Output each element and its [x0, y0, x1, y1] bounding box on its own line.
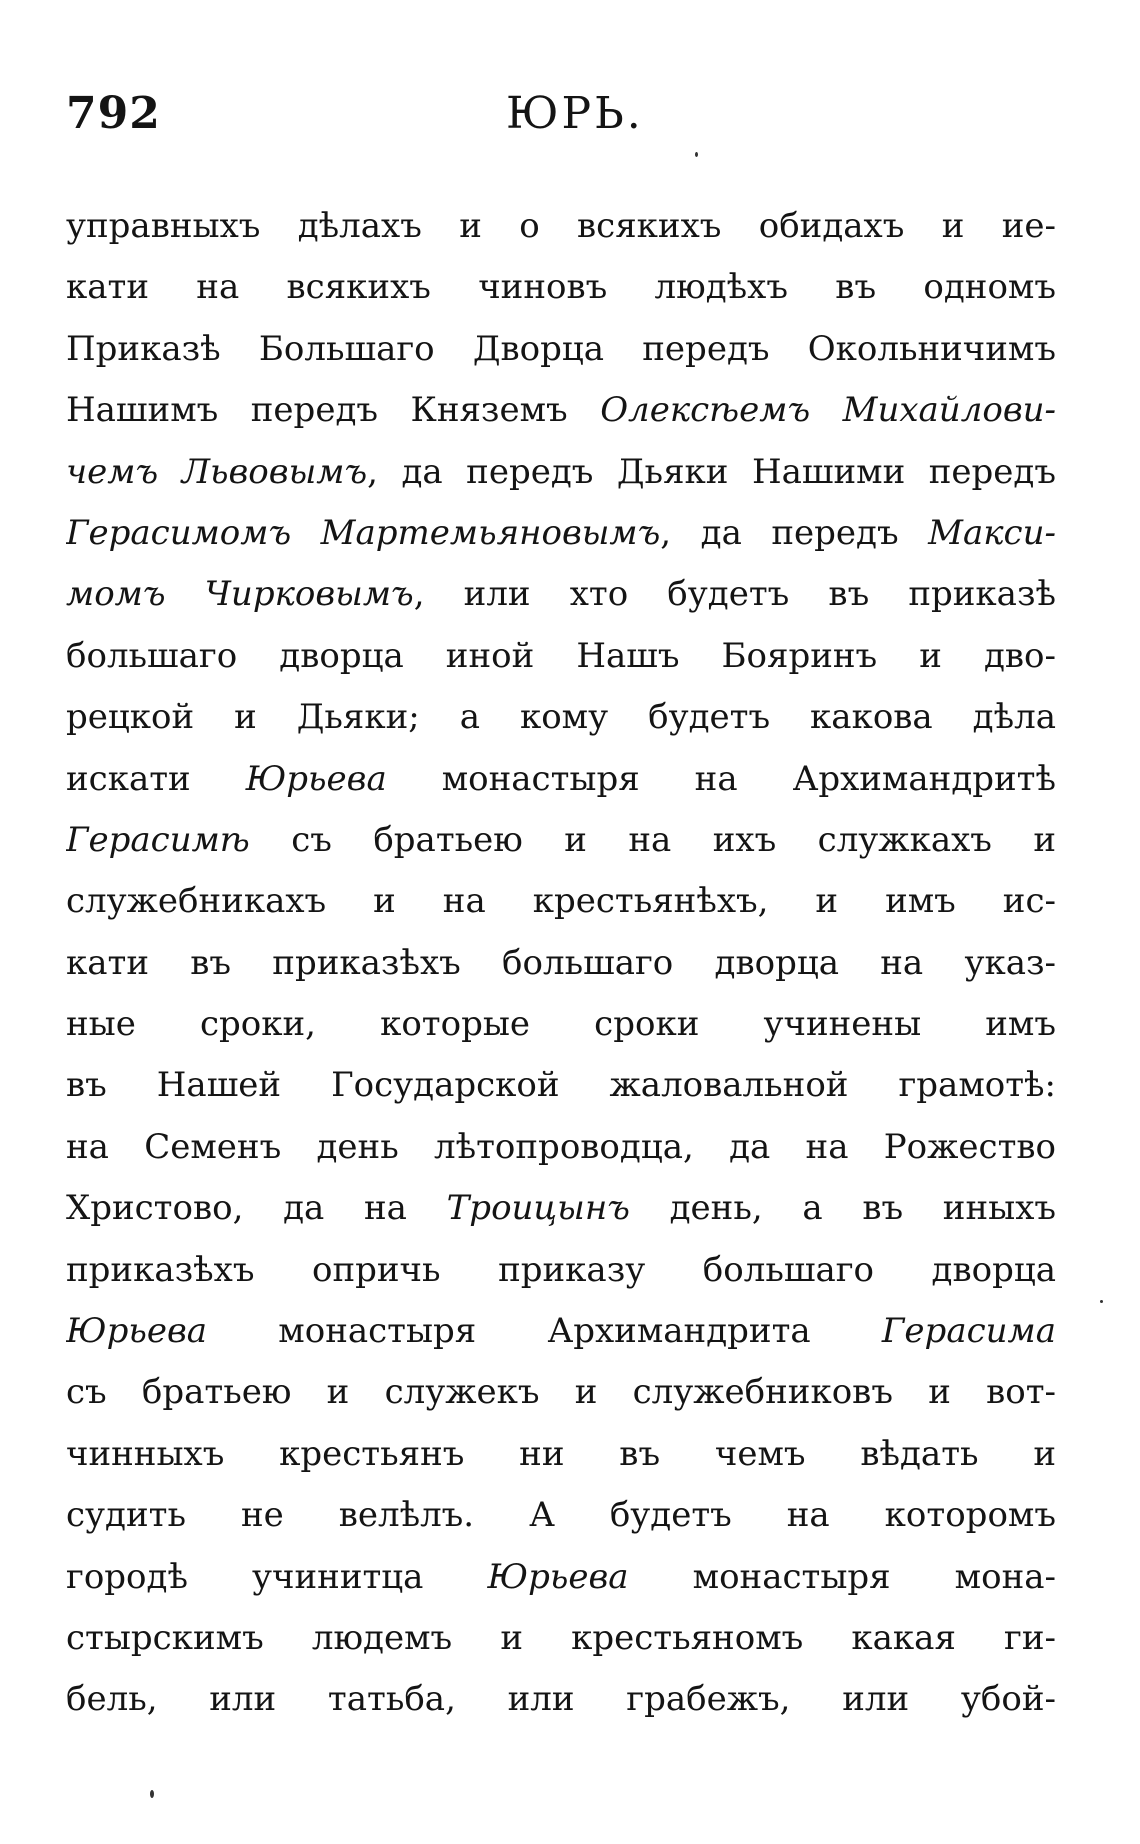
italic-name: Герасимомъ Мартемьяновымъ: [66, 512, 661, 553]
text-run: монастыря на Архимандритѣ: [386, 758, 1056, 799]
text-line: [66, 1178, 1056, 1239]
text-run: приказѣхъ опричь приказу большаго дворца: [66, 1249, 1056, 1290]
text-line: [66, 319, 1056, 380]
text-line: [66, 1485, 1056, 1546]
text-line: [66, 1608, 1056, 1669]
text-run: ные сроки, которые сроки учинены имъ: [66, 1004, 1056, 1045]
text-line: [66, 994, 1056, 1055]
text-run: искати: [66, 758, 246, 799]
text-run: служебникахъ и на крестьянѣхъ, и имъ ис-: [66, 881, 1056, 922]
text-run: стырскимъ людемъ и крестьяномъ какая ги-: [66, 1617, 1056, 1658]
text-run: управныхъ дѣлахъ и о всякихъ обидахъ и ие-: [66, 206, 1056, 246]
italic-name: Юрьева: [66, 1311, 208, 1352]
print-speck: [150, 1790, 154, 1798]
italic-name: Герасима: [881, 1311, 1056, 1352]
text-run: монастыря Архимандрита: [207, 1311, 882, 1352]
text-run: день, а въ иныхъ: [629, 1188, 1056, 1229]
text-line: [66, 1547, 1056, 1608]
italic-name: Юрьева: [487, 1556, 629, 1597]
text-line: [66, 1117, 1056, 1178]
text-line: [66, 257, 1056, 318]
text-run: Приказѣ Большаго Дворца передъ Окольничимъ: [66, 328, 1056, 369]
text-run: бель, или татьба, или грабежъ, или убой-: [66, 1679, 1056, 1720]
text-run: , да передъ: [660, 512, 929, 553]
text-run: чинныхъ крестьянъ ни въ чемъ вѣдать и: [66, 1433, 1056, 1474]
text-line: [66, 564, 1056, 625]
italic-name: Олексѣемъ Михайлови-: [600, 390, 1056, 431]
text-run: на Семенъ день лѣтопроводца, да на Рожество: [66, 1126, 1056, 1167]
text-run: большаго дворца иной Нашъ Бояринъ и дво-: [66, 635, 1056, 676]
text-line: [66, 196, 1056, 257]
text-line: [66, 1669, 1056, 1730]
text-line: [66, 933, 1056, 994]
text-run: Христово, да на: [66, 1188, 447, 1229]
text-line: [66, 1301, 1056, 1362]
text-line: [66, 871, 1056, 932]
italic-name: чемъ Львовымъ: [66, 451, 368, 492]
text-line: [66, 1424, 1056, 1485]
italic-name: Юрьева: [245, 758, 387, 799]
text-run: монастыря мона-: [628, 1556, 1056, 1597]
text-run: кати на всякихъ чиновъ людѣхъ въ одномъ: [66, 267, 1056, 308]
text-line: [66, 810, 1056, 871]
text-run: , да передъ Дьяки Нашими передъ: [367, 451, 1056, 492]
text-run: городѣ учинитца: [66, 1556, 488, 1597]
italic-name: Макси-: [928, 512, 1056, 553]
italic-name: Троицынъ: [446, 1188, 630, 1229]
text-line: [66, 380, 1056, 441]
text-run: съ братьею и служекъ и служебниковъ и вот-: [66, 1372, 1056, 1413]
italic-name: Герасимѣ: [66, 819, 250, 860]
text-run: кати въ приказѣхъ большаго дворца на указ-: [66, 942, 1056, 983]
text-run: судить не велѣлъ. А будетъ на которомъ: [66, 1495, 1056, 1536]
text-line: [66, 1055, 1056, 1116]
text-line: [66, 442, 1056, 503]
text-line: [66, 687, 1056, 748]
text-run: Нашимъ передъ Княземъ: [66, 390, 601, 431]
text-run: рецкой и Дьяки; а кому будетъ какова дѣла: [66, 697, 1056, 738]
text-line: [66, 626, 1056, 687]
print-speck: [1100, 1300, 1103, 1303]
italic-name: момъ Чирковымъ: [66, 574, 414, 615]
page-number: 792: [66, 88, 161, 139]
text-line: [66, 749, 1056, 810]
text-run: , или хто будетъ въ приказѣ: [413, 574, 1056, 615]
text-run: въ Нашей Государской жаловальной грамотѣ:: [66, 1065, 1056, 1106]
print-speck: [695, 152, 698, 157]
text-run: съ братьею и на ихъ служкахъ и: [249, 819, 1056, 860]
text-line: [66, 1362, 1056, 1423]
text-line: [66, 1240, 1056, 1301]
body-text: [66, 196, 1056, 1731]
running-head: ЮРЬ.: [506, 88, 644, 139]
text-line: [66, 503, 1056, 564]
page-header: [66, 88, 1056, 148]
